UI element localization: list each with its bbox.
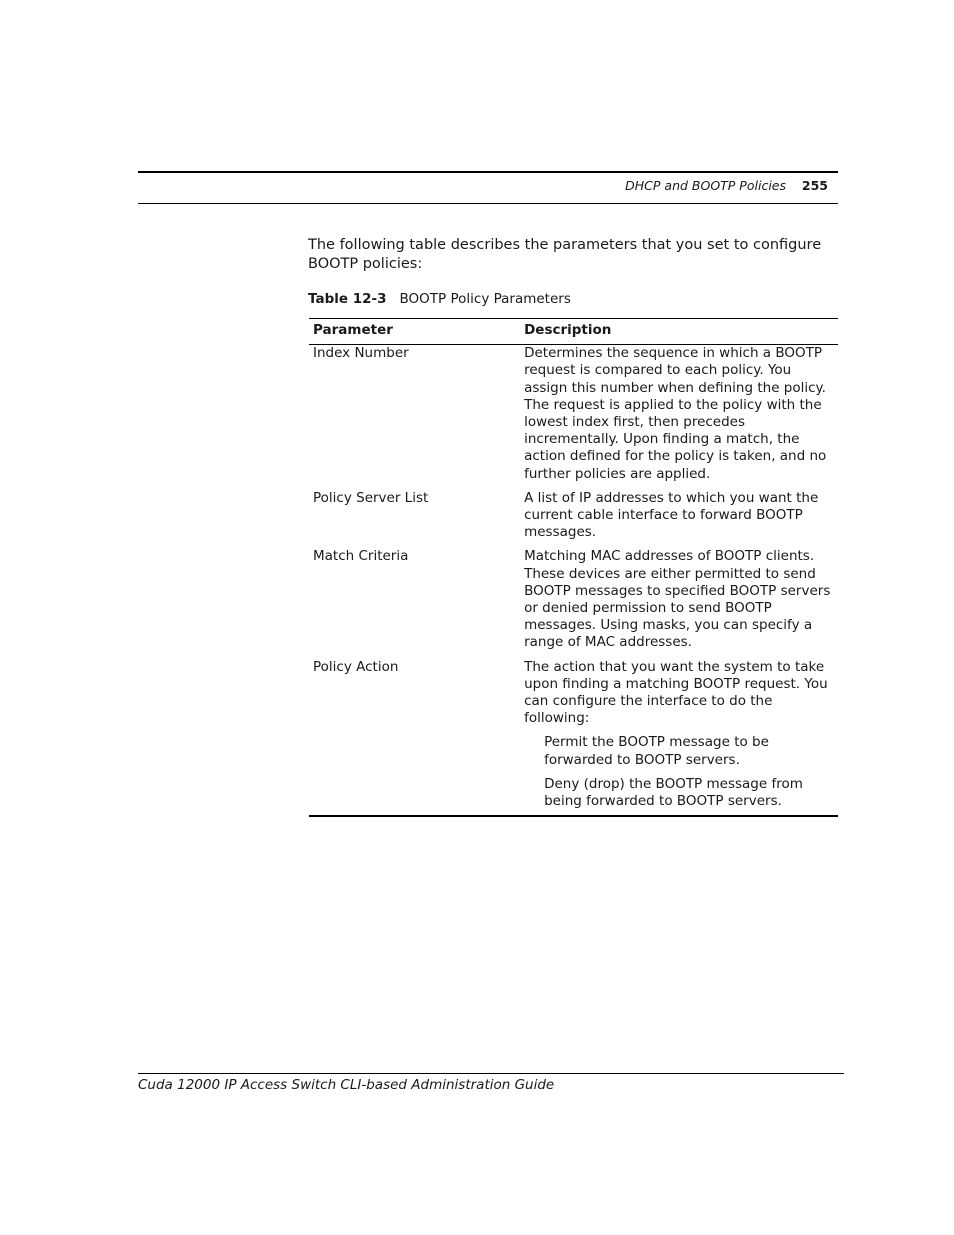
bootp-parameters-table [309, 318, 838, 817]
intro-paragraph: The following table describes the parameters that you set to configure BOOTP policies: [308, 237, 822, 272]
parameter-cell: Policy Action [309, 659, 520, 817]
running-header-title: DHCP and BOOTP Policies [625, 178, 786, 193]
description-cell [520, 659, 838, 817]
page-number: 255 [801, 178, 828, 193]
table-row [309, 345, 838, 490]
footer-document-title: Cuda 12000 IP Access Switch CLI-based Administration Guide [138, 1077, 555, 1093]
table-caption [308, 291, 571, 307]
table-caption-title: BOOTP Policy Parameters [399, 291, 571, 307]
table-row [309, 490, 838, 549]
table-header-row [309, 319, 838, 345]
footer-rule [138, 1073, 844, 1074]
table-row [309, 659, 838, 817]
list-item: Permit the BOOTP message to be forwarded to BOOTP servers. [544, 734, 769, 768]
table-row [309, 548, 838, 658]
header-rule-bottom [138, 203, 838, 204]
description-cell: Matching MAC addresses of BOOTP clients. These devices are either permitted to send BOOTP messages to specified BOOTP servers or denied permission to send BOOTP messages. Using masks, you can specify a range of MAC addresses. [524, 548, 831, 651]
list-item: Deny (drop) the BOOTP message from being forwarded to BOOTP servers. [544, 775, 803, 810]
description-cell: A list of IP addresses to which you want the current cable interface to forward BOOTP messages. [524, 489, 819, 541]
parameter-cell: Match Criteria [313, 548, 409, 565]
column-header-parameter: Parameter [309, 319, 520, 345]
parameter-cell: Policy Server List [313, 489, 429, 506]
column-header-description: Description [520, 319, 838, 345]
description-text: The action that you want the system to take upon finding a matching BOOTP request. You can configure the interface to do the following: [524, 658, 828, 727]
header-rule-top [138, 171, 838, 173]
table-caption-number: Table 12-3 [308, 291, 387, 307]
policy-action-options [524, 734, 834, 810]
description-cell: Determines the sequence in which a BOOTP request is compared to each policy. You assign this number when defining the policy. The request is applied to the policy with the lowest index first, then precedes incrementally. Upon finding a match, the action defined for the policy is taken, and no further policies are applied. [524, 345, 827, 482]
parameter-cell: Index Number [313, 345, 409, 362]
